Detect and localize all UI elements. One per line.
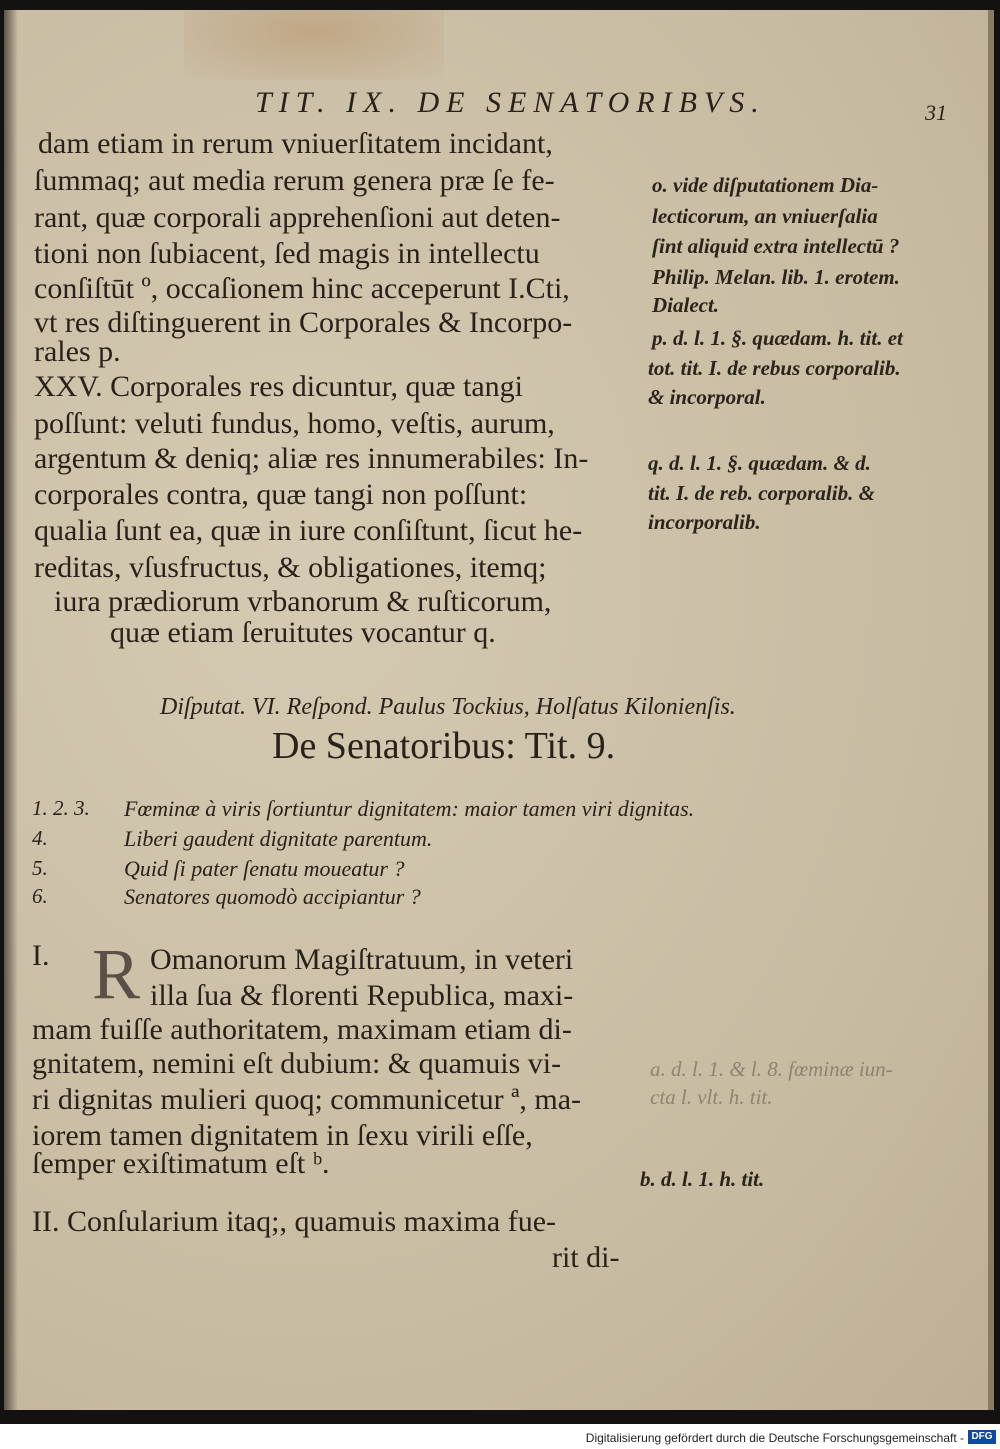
margin-note: p. d. l. 1. §. quædam. h. tit. et: [652, 326, 903, 350]
margin-note: ſint aliquid extra intellectū ?: [652, 234, 900, 258]
summary-item: Liberi gaudent dignitate parentum.: [124, 826, 433, 851]
summary-item: Senatores quomodò accipiantur ?: [124, 884, 421, 909]
body-line: ſemper exiſtimatum eſt ᵇ.: [32, 1147, 330, 1180]
body-line: corporales contra, quæ tangi non poſſunt:: [34, 478, 528, 511]
body-line: argentum & deniq; aliæ res innumerabiles: In-: [34, 442, 589, 475]
margin-note: q. d. l. 1. §. quædam. & d.: [648, 451, 871, 475]
body-line: ri dignitas mulieri quoq; communicetur ª, ma-: [32, 1083, 581, 1116]
margin-note: lecticorum, an vniuerſalia: [652, 204, 878, 228]
summary-number: 6.: [32, 884, 48, 908]
running-head: TIT. IX. DE SENATORIBVS.: [255, 86, 766, 119]
disputation-heading: Diſputat. VI. Reſpond. Paulus Tockius, Holſatus Kilonienſis.: [160, 694, 736, 720]
body-line: qualia ſunt ea, quæ in iure conſiſtunt, ſicut he-: [34, 514, 583, 547]
body-line: Omanorum Magiſtratuum, in veteri: [150, 943, 574, 976]
summary-item: Fœminæ à viris ſortiuntur dignitatem: maior tamen viri dignitas.: [124, 796, 695, 821]
margin-note: b. d. l. 1. h. tit.: [640, 1167, 765, 1191]
body-line: iura prædiorum vrbanorum & ruſticorum,: [54, 585, 552, 618]
body-line: rant, quæ corporali apprehenſioni aut deten-: [34, 201, 561, 234]
section-xxv-line: XXV. Corporales res dicuntur, quæ tangi: [34, 370, 524, 403]
summary-number: 5.: [32, 856, 48, 880]
summary-number: 1. 2. 3.: [32, 796, 90, 820]
body-line: gnitatem, nemini eſt dubium: & quamuis vi-: [32, 1047, 562, 1080]
title-heading: De Senatoribus: Tit. 9.: [272, 725, 616, 767]
body-line: quæ etiam ſeruitutes vocantur q.: [110, 616, 496, 649]
margin-note: Philip. Melan. lib. 1. erotem.: [652, 265, 900, 289]
drop-cap: R: [92, 934, 141, 1014]
dfg-logo: DFG: [968, 1430, 996, 1444]
catchword: rit di-: [552, 1241, 620, 1274]
body-line: conſiſtūt º, occaſionem hinc acceperunt I.Cti,: [34, 272, 570, 305]
margin-note: incorporalib.: [648, 510, 761, 534]
margin-note: tot. tit. I. de rebus corporalib.: [648, 356, 901, 380]
summary-number: 4.: [32, 826, 48, 850]
body-line: reditas, vſusfructus, & obligationes, itemq;: [34, 551, 547, 584]
page-stain: [184, 10, 444, 80]
body-line: iorem tamen dignitatem in ſexu virili eſſe,: [32, 1119, 533, 1152]
body-line: rales p.: [34, 335, 121, 368]
summary-item: Quid ſi pater ſenatu moueatur ?: [124, 856, 405, 881]
footer-credit: Digitalisierung gefördert durch die Deutsche Forschungsgemeinschaft -: [585, 1431, 964, 1445]
section-two-line: II. Conſularium itaq;, quamuis maxima fue-: [32, 1205, 557, 1238]
body-line: vt res diſtinguerent in Corporales & Incorpo-: [34, 306, 573, 339]
body-line: ſummaq; aut media rerum genera præ ſe fe-: [34, 164, 555, 197]
margin-note: cta l. vlt. h. tit.: [650, 1085, 773, 1109]
body-line: illa ſua & florenti Republica, maxi-: [150, 979, 574, 1012]
body-line: mam fuiſſe authoritatem, maximam etiam di-: [32, 1013, 572, 1046]
page-number: 31: [925, 100, 947, 125]
body-line: dam etiam in rerum vniuerſitatem incidant,: [38, 127, 553, 160]
body-line: poſſunt: veluti fundus, homo, veſtis, aurum,: [34, 407, 555, 440]
margin-note: Dialect.: [652, 293, 720, 317]
section-one-label: I.: [32, 939, 50, 972]
margin-note: & incorporal.: [648, 385, 766, 409]
page-gutter-shadow: [4, 10, 18, 1410]
margin-note: o. vide diſputationem Dia-: [652, 173, 879, 197]
body-line: tioni non ſubiacent, ſed magis in intellectu: [34, 237, 540, 270]
margin-note: a. d. l. 1. & l. 8. fœminæ iun-: [650, 1057, 893, 1081]
margin-note: tit. I. de reb. corporalib. &: [648, 481, 875, 505]
